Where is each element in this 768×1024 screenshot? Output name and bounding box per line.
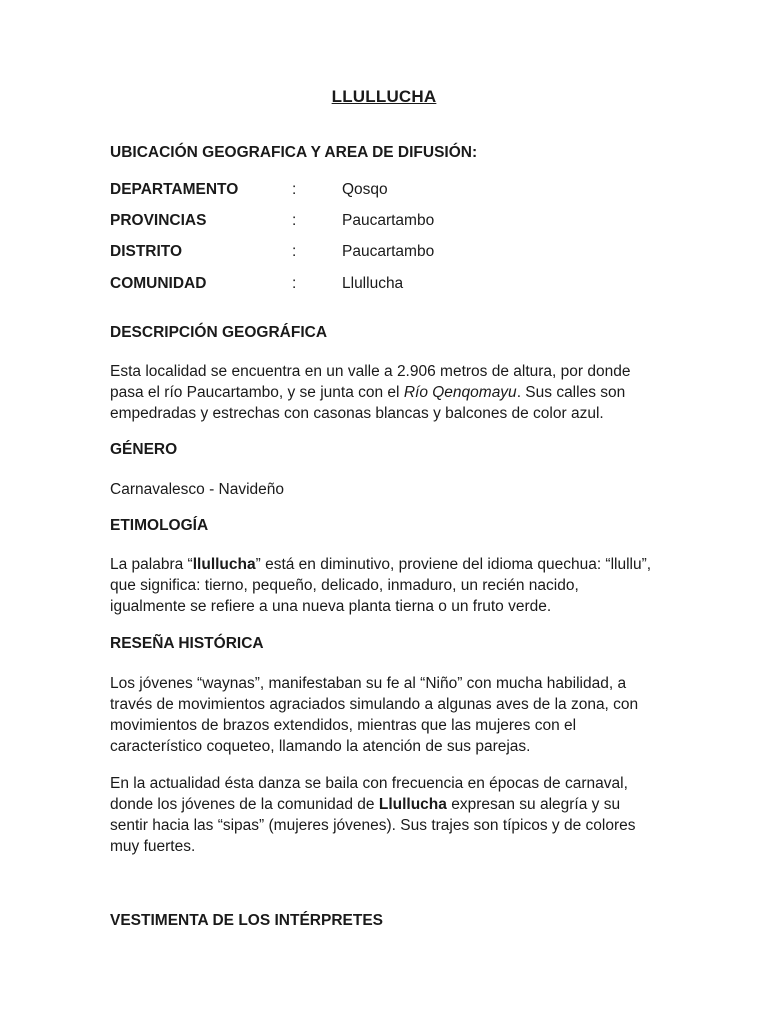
river-name-italic: Río Qenqomayu [403,384,517,401]
row-label: COMUNIDAD [110,275,207,292]
paragraph-text: En la actualidad ésta danza se baila con frecuencia en épocas de carnaval, donde los jóvenes de la comunidad de [110,775,628,813]
word-bold: llullucha [192,556,256,573]
section-heading-etymology: ETIMOLOGÍA [110,517,209,534]
paragraph-text: expresan su alegría y su sentir hacia las “sipas” (mujeres jóvenes). Sus trajes son típicos y de colores muy fuertes. [110,796,636,855]
section-heading-history: RESEÑA HISTÓRICA [110,635,264,652]
row-colon: : [292,275,297,292]
section-heading-location: UBICACIÓN GEOGRAFICA Y AREA DE DIFUSIÓN: [110,144,478,161]
row-label: PROVINCIAS [110,212,207,229]
section-heading-genre: GÉNERO [110,441,178,458]
row-value: Paucartambo [342,243,435,260]
paragraph-history-2 [110,773,655,857]
paragraph-genre: Carnavalesco - Navideño [110,481,285,498]
paragraph-text: La palabra “ [110,556,193,573]
paragraph-text: Esta localidad se encuentra en un valle a 2.906 metros de altura, por donde pasa el río Paucartambo, y se junta con el [110,363,631,401]
row-value: Qosqo [342,181,388,198]
location-row-department [110,181,670,203]
location-row-district [110,243,670,265]
paragraph-etymology [110,554,655,617]
row-colon: : [292,181,297,198]
section-heading-costume: VESTIMENTA DE LOS INTÉRPRETES [110,912,383,929]
row-value: Llullucha [342,275,404,292]
paragraph-text: ” está en diminutivo, proviene del idioma quechua: “llullu”, que significa: tierno, pequeño, delicado, inmaduro, un recién nacido, igualmente se refiere a una nueva planta tierna o un fruto verde. [110,556,652,615]
section-heading-geographic: DESCRIPCIÓN GEOGRÁFICA [110,324,328,341]
document-title: LLULLUCHA [331,87,437,106]
row-label: DEPARTAMENTO [110,181,239,198]
row-value: Paucartambo [342,212,435,229]
location-row-community [110,275,670,297]
paragraph-history-1: Los jóvenes “waynas”, manifestaban su fe al “Niño” con mucha habilidad, a través de movimientos agraciados simulando a algunas aves de la zona, con movimientos de brazos extendidos, mientras que las mujeres con el característico coqueteo, llamando la atención de sus parejas. [110,675,639,755]
row-label: DISTRITO [110,243,183,260]
row-colon: : [292,212,297,229]
community-bold: Llullucha [378,796,447,813]
location-row-province [110,212,670,234]
row-colon: : [292,243,297,260]
paragraph-geographic [110,361,655,424]
paragraph-text: . Sus calles son empedradas y estrechas con casonas blancas y balcones de color azul. [110,384,626,422]
